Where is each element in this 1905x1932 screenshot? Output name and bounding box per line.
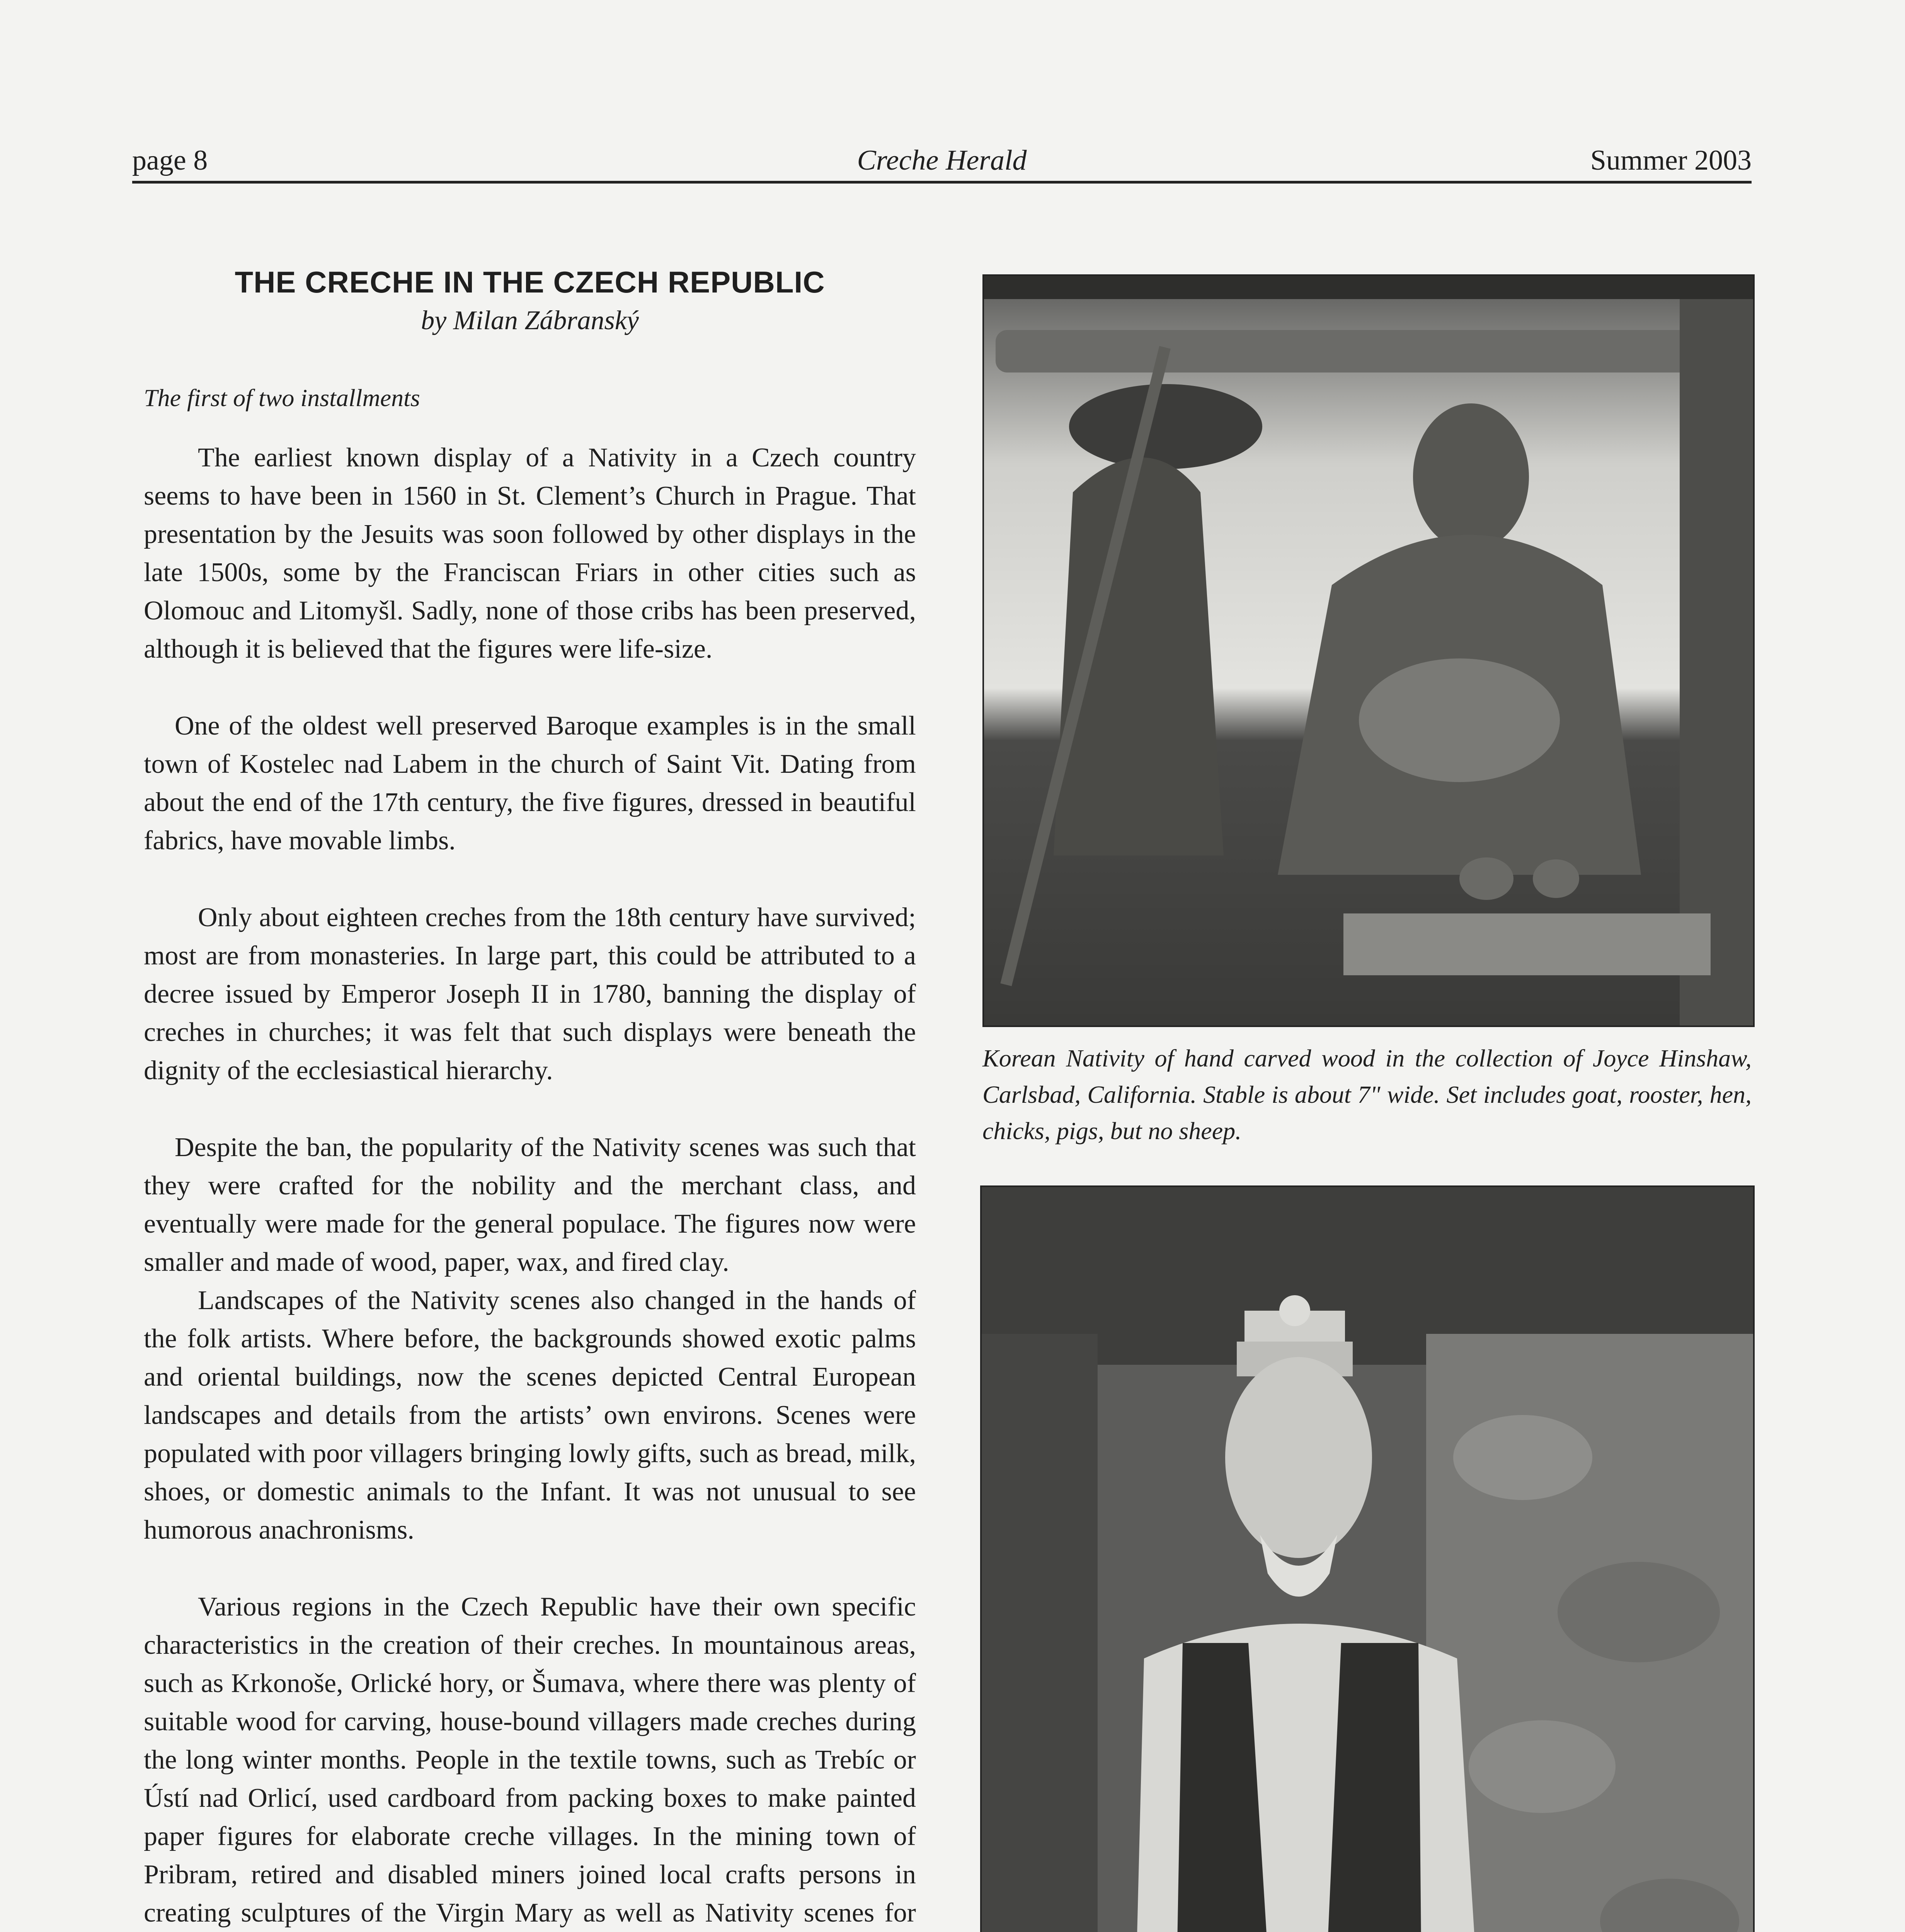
article-paragraph: The earliest known display of a Nativity in a Czech country seems to have been in 1560 in St. Clement’s Church in Prague. That presentation by the Jesuits was soon followed by other displays in the late 1500s, some by the Franciscan Friars in other cities such as Olomouc and Litomyšl. Sadly, none of those cribs has been preserved, although it is believed that the figures were life-size. — [144, 443, 916, 664]
korean-nativity-photo — [982, 274, 1755, 1027]
article-paragraph: One of the oldest well preserved Baroque examples is in the small town of Kostelec nad Labem in the church of Saint Vit. Dating from about the end of the 17th century, the five figures, dressed in beautiful fabrics, have movable limbs. — [144, 711, 916, 855]
article-column — [144, 263, 916, 1932]
publication-name: Creche Herald — [857, 145, 1027, 176]
installment-note: The first of two installments — [144, 384, 420, 412]
issue-date: Summer 2003 — [1590, 145, 1752, 176]
article-title: THE CRECHE IN THE CZECH REPUBLIC — [235, 265, 825, 299]
article-paragraph: Various regions in the Czech Republic have their own specific characteristics in the creation of their creches. In mountainous areas, such as Krkonoše, Orlické hory, or Šumava, where there was plenty of suitable wood for carving, house-bound villagers made creches during the long winter months. People in the textile towns, such as Trebíc or Ústí nad Orlicí, used cardboard from packing boxes to make painted paper figures for elaborate creche villages. In the mining town of Pribram, retired and disabled miners joined local crafts persons in creating sculptures of the Virgin Mary as well as Nativity scenes for — [144, 1592, 916, 1928]
header-rule — [132, 181, 1752, 184]
article-byline: by Milan Zábranský — [421, 306, 639, 335]
page-header — [132, 139, 1752, 182]
article-paragraph: Despite the ban, the popularity of the Nativity scenes was such that they were crafted for the nobility and the merchant class, and eventually were made for the general populace. The figures now were smaller and made of wood, paper, wax, and fired clay. — [144, 1133, 916, 1277]
page-number: page 8 — [132, 145, 208, 176]
article-paragraph: Landscapes of the Nativity scenes also changed in the hands of the folk artists. Where before, the backgrounds showed exotic palms and oriental buildings, now the scenes depicted Central European landscapes and details from the artists’ own environs. Scenes were populated with poor villagers bringing lowly gifts, such as bread, milk, shoes, or domestic animals to the Infant. It was not unusual to see humorous anachronisms. — [144, 1286, 916, 1545]
article-paragraph: Only about eighteen creches from the 18th century have survived; most are from monasteries. In large part, this could be attributed to a decree issued by Emperor Joseph II in 1780, banning the display of creches in churches; it was felt that such displays were beneath the dignity of the ecclesiastical hierarchy. — [144, 903, 916, 1085]
magi-puppet-photo — [980, 1185, 1755, 1932]
photo-caption: Korean Nativity of hand carved wood in the collection of Joyce Hinshaw, Carlsbad, California. Stable is about 7" wide. Set includes goat, rooster, hen, chicks, pigs, but no sheep. — [982, 1044, 1752, 1145]
